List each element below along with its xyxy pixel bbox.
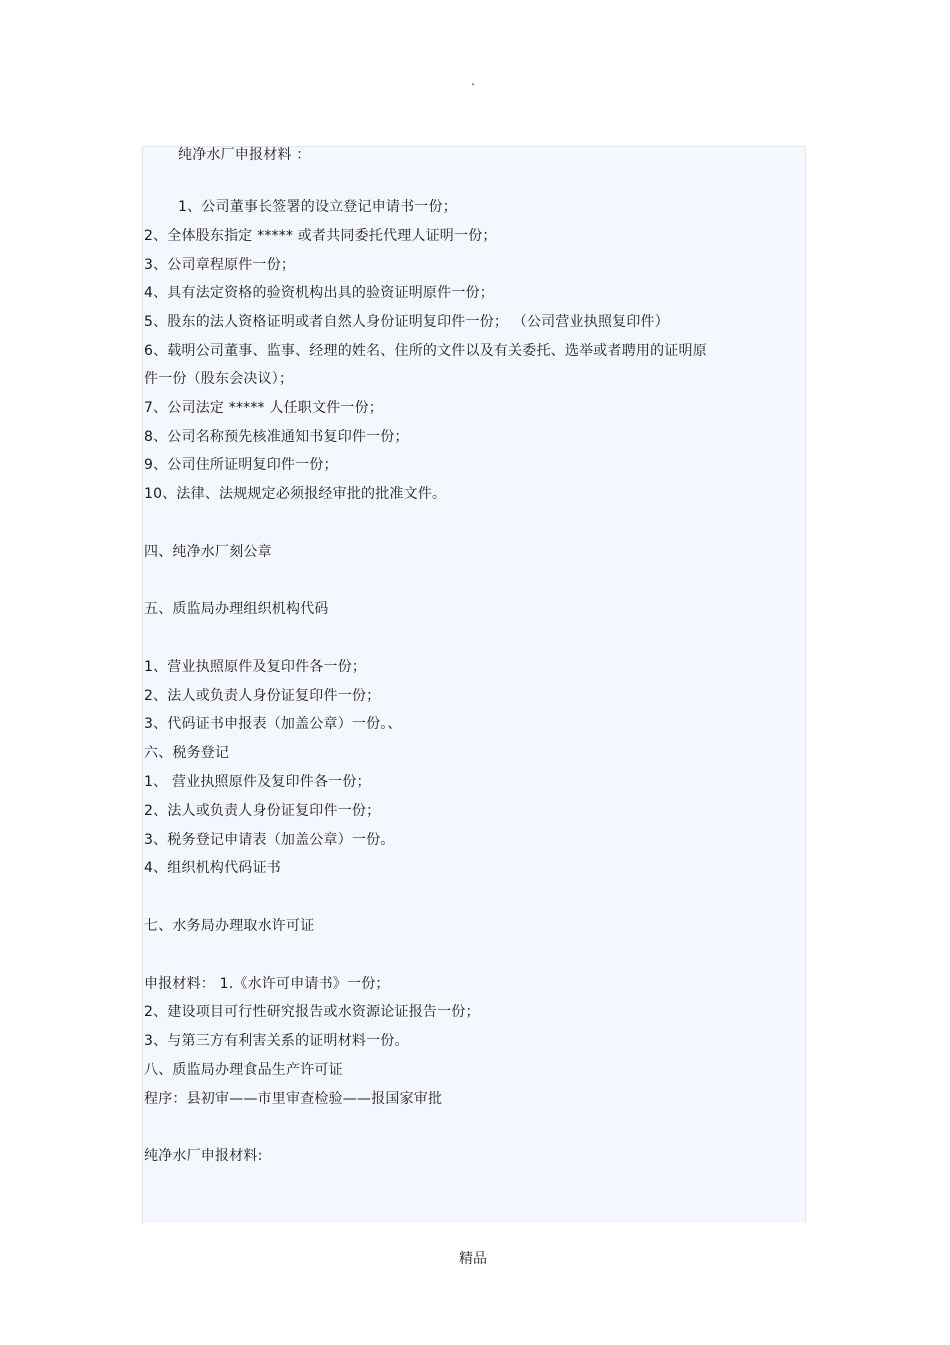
doc-line: 3、公司章程原件一份； — [144, 257, 296, 273]
doc-line: 3、代码证书申报表（加盖公章）一份。、 — [144, 716, 402, 732]
doc-line: 2、建设项目可行性研究报告或水资源论证报告一份； — [144, 1004, 480, 1020]
doc-line: 程序：县初审——市里审查检验——报国家审批 — [144, 1091, 443, 1107]
doc-section-heading: 八、质监局办理食品生产许可证 — [144, 1062, 343, 1078]
doc-line: 1、公司董事长签署的设立登记申请书一份； — [178, 199, 457, 215]
doc-heading-materials: 纯净水厂申报材料 ： — [178, 147, 311, 163]
doc-line: 申报材料： 1.《水许可申请书》一份； — [144, 976, 390, 992]
doc-line: 1、营业执照原件及复印件各一份； — [144, 659, 367, 675]
doc-line: 3、与第三方有利害关系的证明材料一份。 — [144, 1033, 409, 1049]
doc-line: 9、公司住所证明复印件一份； — [144, 457, 338, 473]
doc-line: 3、税务登记申请表（加盖公章）一份。 — [144, 832, 395, 848]
doc-line: 2、全体股东指定 ***** 或者共同委托代理人证明一份； — [144, 228, 497, 244]
doc-line: 7、公司法定 ***** 人任职文件一份； — [144, 400, 384, 416]
doc-line: 件一份（股东会决议）； — [144, 371, 294, 387]
doc-line: 2、法人或负责人身份证复印件一份； — [144, 688, 381, 704]
doc-line: 8、公司名称预先核准通知书复印件一份； — [144, 429, 409, 445]
doc-heading-materials: 纯净水厂申报材料: — [144, 1148, 263, 1164]
doc-line: 6、载明公司董事、监事、经理的姓名、住所的文件以及有关委托、选举或者聘用的证明原 — [144, 343, 707, 359]
doc-section-heading: 五、质监局办理组织机构代码 — [144, 601, 329, 617]
doc-line: 2、法人或负责人身份证复印件一份； — [144, 803, 381, 819]
doc-line: 10、法律、法规规定必须报经审批的批准文件。 — [144, 486, 447, 502]
footer-label: 精品 — [459, 1251, 487, 1267]
doc-section-heading: 七、水务局办理取水许可证 — [144, 918, 315, 934]
doc-line: 5、股东的法人资格证明或者自然人身份证明复印件一份； （公司营业执照复印件） — [144, 314, 669, 330]
doc-line: 1、 营业执照原件及复印件各一份； — [144, 774, 371, 790]
doc-line: 4、组织机构代码证书 — [144, 860, 281, 876]
doc-section-heading: 六、税务登记 — [144, 745, 230, 761]
header-dot: . — [471, 74, 475, 88]
doc-section-heading: 四、纯净水厂刻公章 — [144, 544, 272, 560]
doc-line: 4、具有法定资格的验资机构出具的验资证明原件一份； — [144, 285, 494, 301]
